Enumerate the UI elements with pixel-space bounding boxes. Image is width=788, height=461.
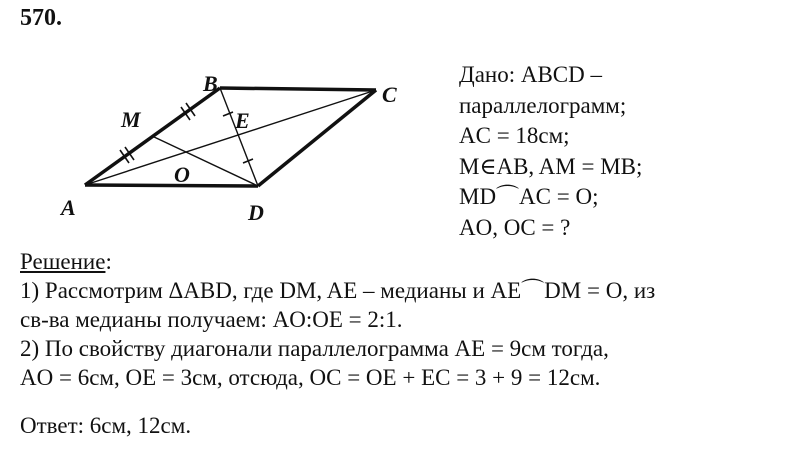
side-cd (258, 90, 376, 186)
given-line: M∈AB, AM = MB; (459, 153, 643, 179)
label-d: D (248, 200, 264, 225)
tick-be (223, 112, 233, 116)
solution-heading-row (20, 247, 655, 276)
label-a: A (61, 195, 76, 220)
given-line: параллелограмм; (459, 92, 627, 118)
side-ad (85, 185, 258, 186)
label-m: M (121, 107, 141, 132)
parallelogram-figure (58, 70, 418, 230)
solution-line: св-ва медианы получаем: AO:OE = 2:1. (20, 307, 403, 332)
given-line: AC = 18см; (459, 123, 570, 148)
side-bc (220, 88, 376, 90)
problem-number: 570. (20, 5, 62, 31)
solution-line: 1) Рассмотрим ΔABD, где DM, AE – медианы и AE⌒DM = O, из (20, 278, 656, 303)
given-line: MD⌒AC = O; (459, 184, 599, 209)
solution-line: AO = 6см, OE = 3см, отсюда, OC = OE + EC = 3 + 9 = 12см. (20, 365, 601, 390)
solution-block (20, 247, 655, 392)
solution-heading: Решение (20, 249, 106, 274)
given-line: AO, OC = ? (459, 214, 571, 240)
label-c: C (382, 82, 397, 107)
diagonal-ac (85, 90, 376, 185)
given-line: Дано: ABCD – (459, 62, 602, 87)
label-e: E (235, 108, 250, 133)
label-o: O (174, 162, 190, 187)
solution-heading-colon: : (105, 249, 112, 274)
given-block (459, 60, 642, 243)
label-b: B (203, 71, 218, 96)
answer-line: Ответ: 6см, 12см. (20, 413, 192, 438)
solution-line: 2) По свойству диагонали параллелограмма AE = 9см тогда, (20, 336, 609, 361)
